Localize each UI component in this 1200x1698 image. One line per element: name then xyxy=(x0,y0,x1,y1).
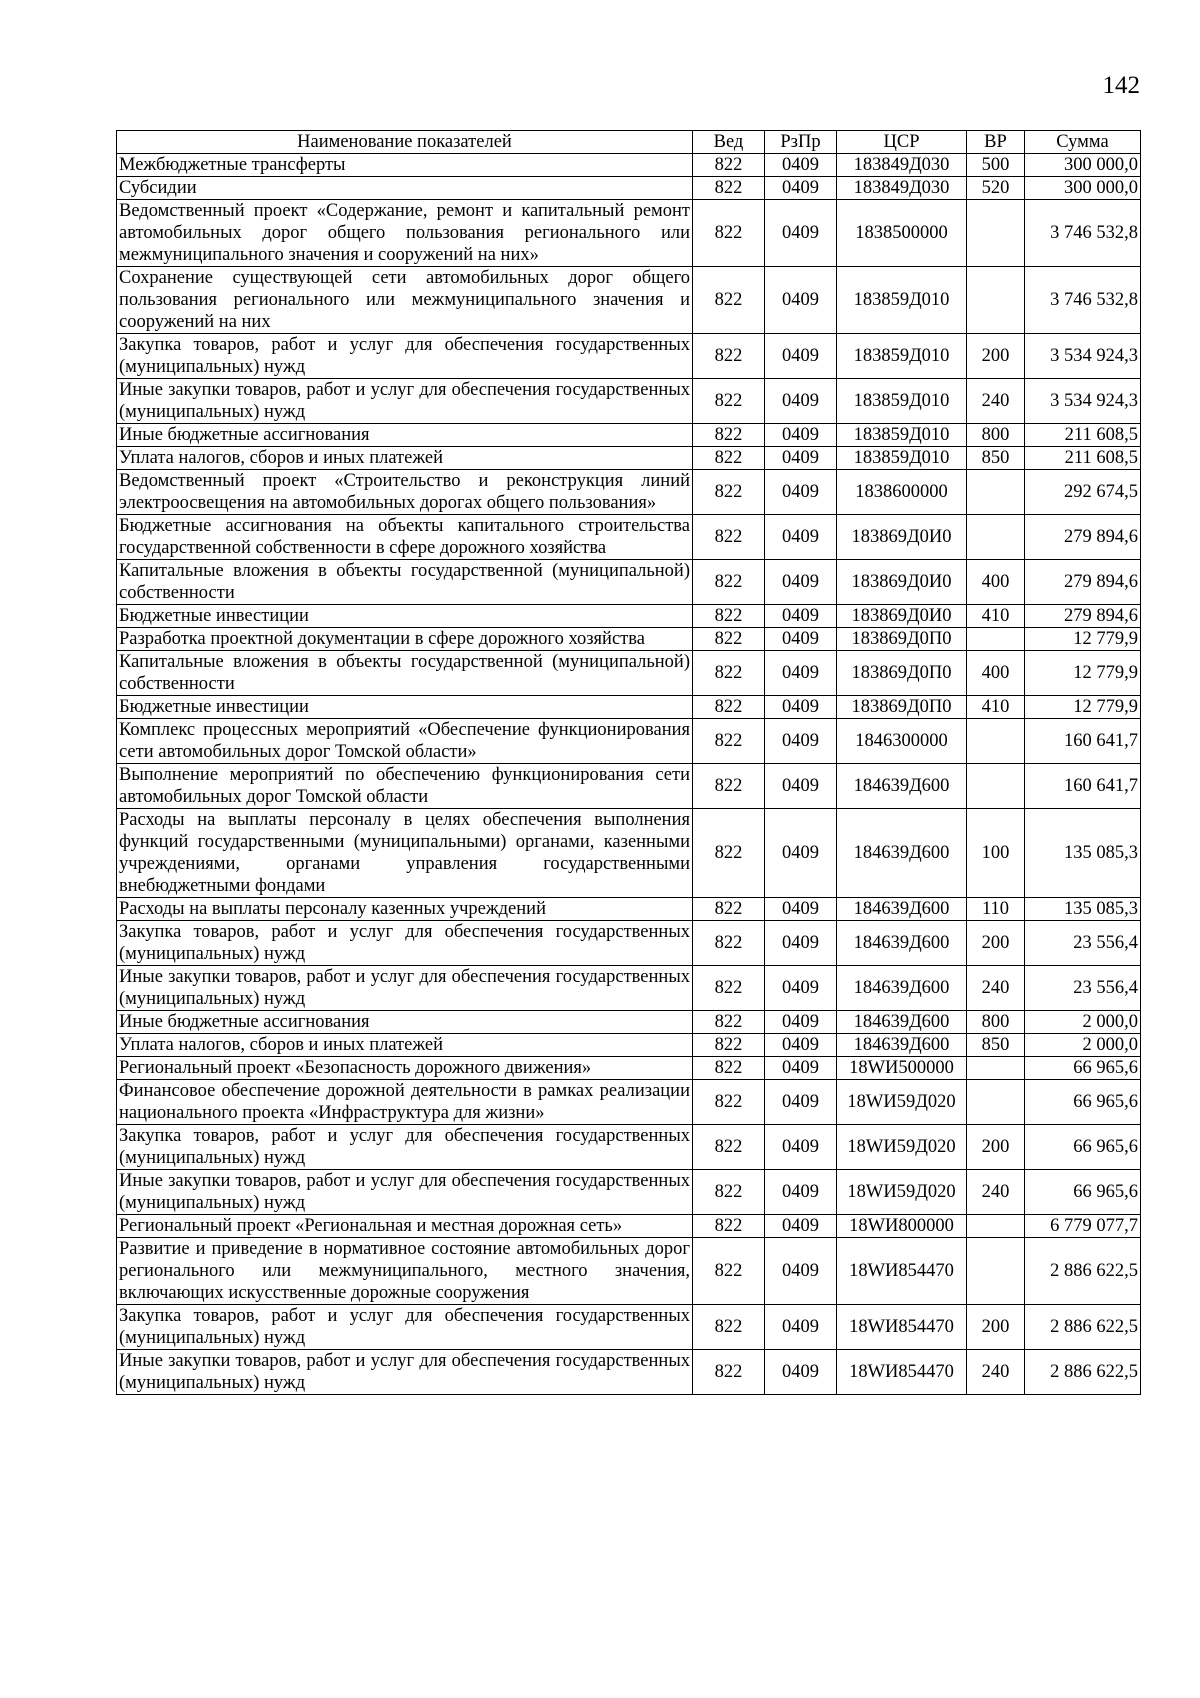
row-vr xyxy=(967,764,1025,809)
row-csr: 183869Д0П0 xyxy=(837,696,967,719)
row-rzpr: 0409 xyxy=(765,334,837,379)
row-csr: 1846300000 xyxy=(837,719,967,764)
row-rzpr: 0409 xyxy=(765,966,837,1011)
row-vr xyxy=(967,470,1025,515)
row-csr: 184639Д600 xyxy=(837,764,967,809)
row-vr xyxy=(967,515,1025,560)
header-rzpr: РзПр xyxy=(765,131,837,154)
row-vr xyxy=(967,267,1025,334)
row-vr: 240 xyxy=(967,1350,1025,1395)
row-vr: 240 xyxy=(967,379,1025,424)
row-sum: 160 641,7 xyxy=(1025,764,1141,809)
row-rzpr: 0409 xyxy=(765,898,837,921)
row-vr: 240 xyxy=(967,966,1025,1011)
row-name: Межбюджетные трансферты xyxy=(117,154,693,177)
row-name: Закупка товаров, работ и услуг для обеспечения государственных (муниципальных) нужд xyxy=(117,334,693,379)
table-row xyxy=(117,1238,1141,1305)
row-rzpr: 0409 xyxy=(765,628,837,651)
row-sum: 23 556,4 xyxy=(1025,966,1141,1011)
row-ved: 822 xyxy=(693,764,765,809)
row-name: Расходы на выплаты персоналу казенных учреждений xyxy=(117,898,693,921)
row-name: Закупка товаров, работ и услуг для обеспечения государственных (муниципальных) нужд xyxy=(117,1125,693,1170)
row-rzpr: 0409 xyxy=(765,1350,837,1395)
row-name: Бюджетные инвестиции xyxy=(117,605,693,628)
row-ved: 822 xyxy=(693,177,765,200)
row-sum: 12 779,9 xyxy=(1025,651,1141,696)
row-name: Закупка товаров, работ и услуг для обеспечения государственных (муниципальных) нужд xyxy=(117,1305,693,1350)
row-ved: 822 xyxy=(693,921,765,966)
row-vr: 200 xyxy=(967,1125,1025,1170)
table-row xyxy=(117,1305,1141,1350)
row-name: Региональный проект «Безопасность дорожного движения» xyxy=(117,1057,693,1080)
row-csr: 183869Д0И0 xyxy=(837,560,967,605)
row-vr xyxy=(967,1080,1025,1125)
row-vr: 410 xyxy=(967,605,1025,628)
header-name: Наименование показателей xyxy=(117,131,693,154)
table-row xyxy=(117,560,1141,605)
row-rzpr: 0409 xyxy=(765,379,837,424)
row-sum: 3 534 924,3 xyxy=(1025,334,1141,379)
table-row xyxy=(117,424,1141,447)
row-name: Субсидии xyxy=(117,177,693,200)
row-name: Иные бюджетные ассигнования xyxy=(117,1011,693,1034)
row-sum: 3 746 532,8 xyxy=(1025,200,1141,267)
row-csr: 184639Д600 xyxy=(837,966,967,1011)
row-vr: 520 xyxy=(967,177,1025,200)
table-row xyxy=(117,764,1141,809)
row-sum: 211 608,5 xyxy=(1025,447,1141,470)
row-ved: 822 xyxy=(693,1215,765,1238)
row-ved: 822 xyxy=(693,1170,765,1215)
row-csr: 183849Д030 xyxy=(837,177,967,200)
row-name: Капитальные вложения в объекты государственной (муниципальной) собственности xyxy=(117,651,693,696)
row-rzpr: 0409 xyxy=(765,605,837,628)
row-vr xyxy=(967,200,1025,267)
row-rzpr: 0409 xyxy=(765,1170,837,1215)
row-sum: 12 779,9 xyxy=(1025,696,1141,719)
row-rzpr: 0409 xyxy=(765,154,837,177)
row-csr: 184639Д600 xyxy=(837,921,967,966)
row-sum: 292 674,5 xyxy=(1025,470,1141,515)
row-rzpr: 0409 xyxy=(765,177,837,200)
row-csr: 183859Д010 xyxy=(837,447,967,470)
row-csr: 1838500000 xyxy=(837,200,967,267)
table-row xyxy=(117,379,1141,424)
table-row xyxy=(117,1034,1141,1057)
table-row xyxy=(117,651,1141,696)
row-rzpr: 0409 xyxy=(765,1034,837,1057)
row-sum: 2 886 622,5 xyxy=(1025,1350,1141,1395)
row-name: Иные закупки товаров, работ и услуг для обеспечения государственных (муниципальных) нужд xyxy=(117,1170,693,1215)
row-ved: 822 xyxy=(693,1350,765,1395)
row-vr: 400 xyxy=(967,651,1025,696)
row-name: Комплекс процессных мероприятий «Обеспечение функционирования сети автомобильных дорог Томской области» xyxy=(117,719,693,764)
row-ved: 822 xyxy=(693,651,765,696)
row-sum: 300 000,0 xyxy=(1025,177,1141,200)
row-sum: 2 886 622,5 xyxy=(1025,1305,1141,1350)
row-sum: 23 556,4 xyxy=(1025,921,1141,966)
row-rzpr: 0409 xyxy=(765,560,837,605)
table-row xyxy=(117,200,1141,267)
row-ved: 822 xyxy=(693,898,765,921)
row-name: Уплата налогов, сборов и иных платежей xyxy=(117,447,693,470)
table-row xyxy=(117,605,1141,628)
row-rzpr: 0409 xyxy=(765,470,837,515)
row-vr: 800 xyxy=(967,424,1025,447)
row-ved: 822 xyxy=(693,628,765,651)
row-ved: 822 xyxy=(693,200,765,267)
row-rzpr: 0409 xyxy=(765,921,837,966)
row-name: Развитие и приведение в нормативное состояние автомобильных дорог регионального или межмуниципального, местного значения, включающих искусственные дорожные сооружения xyxy=(117,1238,693,1305)
row-rzpr: 0409 xyxy=(765,200,837,267)
table-row xyxy=(117,966,1141,1011)
table-header-row xyxy=(117,131,1141,154)
table-row xyxy=(117,1350,1141,1395)
budget-table xyxy=(116,130,1141,1395)
row-ved: 822 xyxy=(693,1034,765,1057)
table-row xyxy=(117,1057,1141,1080)
row-name: Иные закупки товаров, работ и услуг для обеспечения государственных (муниципальных) нужд xyxy=(117,966,693,1011)
row-csr: 183859Д010 xyxy=(837,424,967,447)
row-rzpr: 0409 xyxy=(765,515,837,560)
row-sum: 6 779 077,7 xyxy=(1025,1215,1141,1238)
table-row xyxy=(117,470,1141,515)
row-csr: 184639Д600 xyxy=(837,1034,967,1057)
row-rzpr: 0409 xyxy=(765,1238,837,1305)
row-ved: 822 xyxy=(693,605,765,628)
row-ved: 822 xyxy=(693,424,765,447)
row-vr: 200 xyxy=(967,921,1025,966)
row-name: Бюджетные инвестиции xyxy=(117,696,693,719)
row-vr: 500 xyxy=(967,154,1025,177)
row-ved: 822 xyxy=(693,1057,765,1080)
row-sum: 12 779,9 xyxy=(1025,628,1141,651)
row-vr: 100 xyxy=(967,809,1025,898)
row-sum: 135 085,3 xyxy=(1025,898,1141,921)
row-ved: 822 xyxy=(693,267,765,334)
row-vr xyxy=(967,1057,1025,1080)
table-row xyxy=(117,898,1141,921)
table-row xyxy=(117,177,1141,200)
page-number: 142 xyxy=(1102,72,1140,99)
table-row xyxy=(117,1170,1141,1215)
row-sum: 66 965,6 xyxy=(1025,1125,1141,1170)
row-rzpr: 0409 xyxy=(765,1011,837,1034)
row-rzpr: 0409 xyxy=(765,447,837,470)
row-vr: 850 xyxy=(967,1034,1025,1057)
row-ved: 822 xyxy=(693,1011,765,1034)
header-sum: Сумма xyxy=(1025,131,1141,154)
row-vr xyxy=(967,1238,1025,1305)
row-sum: 211 608,5 xyxy=(1025,424,1141,447)
row-name: Бюджетные ассигнования на объекты капитального строительства государственной собственности в сфере дорожного хозяйства xyxy=(117,515,693,560)
row-vr: 850 xyxy=(967,447,1025,470)
row-csr: 183859Д010 xyxy=(837,334,967,379)
row-vr xyxy=(967,719,1025,764)
row-sum: 279 894,6 xyxy=(1025,605,1141,628)
row-sum: 66 965,6 xyxy=(1025,1057,1141,1080)
table-row xyxy=(117,447,1141,470)
table-row xyxy=(117,334,1141,379)
table-row xyxy=(117,1215,1141,1238)
row-rzpr: 0409 xyxy=(765,651,837,696)
row-rzpr: 0409 xyxy=(765,1125,837,1170)
row-csr: 18WИ800000 xyxy=(837,1215,967,1238)
table-row xyxy=(117,921,1141,966)
row-name: Региональный проект «Региональная и местная дорожная сеть» xyxy=(117,1215,693,1238)
table-row xyxy=(117,515,1141,560)
row-csr: 184639Д600 xyxy=(837,809,967,898)
row-csr: 18WИ854470 xyxy=(837,1238,967,1305)
row-ved: 822 xyxy=(693,447,765,470)
row-vr: 200 xyxy=(967,334,1025,379)
table-row xyxy=(117,719,1141,764)
row-rzpr: 0409 xyxy=(765,719,837,764)
row-rzpr: 0409 xyxy=(765,1080,837,1125)
row-vr: 410 xyxy=(967,696,1025,719)
row-ved: 822 xyxy=(693,1125,765,1170)
row-name: Иные закупки товаров, работ и услуг для обеспечения государственных (муниципальных) нужд xyxy=(117,379,693,424)
row-sum: 279 894,6 xyxy=(1025,515,1141,560)
row-vr xyxy=(967,628,1025,651)
row-csr: 18WИ59Д020 xyxy=(837,1125,967,1170)
row-csr: 183859Д010 xyxy=(837,379,967,424)
row-ved: 822 xyxy=(693,719,765,764)
row-rzpr: 0409 xyxy=(765,267,837,334)
row-name: Иные закупки товаров, работ и услуг для обеспечения государственных (муниципальных) нужд xyxy=(117,1350,693,1395)
row-vr: 800 xyxy=(967,1011,1025,1034)
row-sum: 160 641,7 xyxy=(1025,719,1141,764)
row-rzpr: 0409 xyxy=(765,696,837,719)
table-row xyxy=(117,1011,1141,1034)
row-csr: 183869Д0И0 xyxy=(837,605,967,628)
header-vr: ВР xyxy=(967,131,1025,154)
row-ved: 822 xyxy=(693,515,765,560)
row-csr: 18WИ59Д020 xyxy=(837,1170,967,1215)
row-name: Разработка проектной документации в сфере дорожного хозяйства xyxy=(117,628,693,651)
row-ved: 822 xyxy=(693,1305,765,1350)
row-name: Ведомственный проект «Содержание, ремонт и капитальный ремонт автомобильных дорог общего пользования регионального или межмуниципального значения и сооружений на них» xyxy=(117,200,693,267)
row-sum: 2 000,0 xyxy=(1025,1034,1141,1057)
table-row xyxy=(117,696,1141,719)
row-sum: 279 894,6 xyxy=(1025,560,1141,605)
row-csr: 183869Д0И0 xyxy=(837,515,967,560)
row-sum: 66 965,6 xyxy=(1025,1170,1141,1215)
row-csr: 184639Д600 xyxy=(837,1011,967,1034)
row-rzpr: 0409 xyxy=(765,809,837,898)
table-row xyxy=(117,1125,1141,1170)
row-csr: 183849Д030 xyxy=(837,154,967,177)
row-ved: 822 xyxy=(693,379,765,424)
row-csr: 18WИ854470 xyxy=(837,1305,967,1350)
row-csr: 1838600000 xyxy=(837,470,967,515)
row-ved: 822 xyxy=(693,334,765,379)
row-rzpr: 0409 xyxy=(765,1057,837,1080)
table-row xyxy=(117,1080,1141,1125)
row-name: Закупка товаров, работ и услуг для обеспечения государственных (муниципальных) нужд xyxy=(117,921,693,966)
header-csr: ЦСР xyxy=(837,131,967,154)
row-vr xyxy=(967,1215,1025,1238)
row-vr: 240 xyxy=(967,1170,1025,1215)
header-ved: Вед xyxy=(693,131,765,154)
table-row xyxy=(117,154,1141,177)
row-rzpr: 0409 xyxy=(765,1305,837,1350)
row-vr: 200 xyxy=(967,1305,1025,1350)
table-row xyxy=(117,628,1141,651)
row-sum: 300 000,0 xyxy=(1025,154,1141,177)
row-ved: 822 xyxy=(693,470,765,515)
row-sum: 66 965,6 xyxy=(1025,1080,1141,1125)
row-csr: 184639Д600 xyxy=(837,898,967,921)
row-csr: 183869Д0П0 xyxy=(837,651,967,696)
row-name: Финансовое обеспечение дорожной деятельности в рамках реализации национального проекта «Инфраструктура для жизни» xyxy=(117,1080,693,1125)
row-csr: 183869Д0П0 xyxy=(837,628,967,651)
row-csr: 18WИ854470 xyxy=(837,1350,967,1395)
row-name: Капитальные вложения в объекты государственной (муниципальной) собственности xyxy=(117,560,693,605)
row-sum: 2 000,0 xyxy=(1025,1011,1141,1034)
table-row xyxy=(117,267,1141,334)
row-rzpr: 0409 xyxy=(765,764,837,809)
row-sum: 135 085,3 xyxy=(1025,809,1141,898)
row-sum: 3 534 924,3 xyxy=(1025,379,1141,424)
row-ved: 822 xyxy=(693,560,765,605)
row-name: Уплата налогов, сборов и иных платежей xyxy=(117,1034,693,1057)
row-vr: 400 xyxy=(967,560,1025,605)
row-name: Иные бюджетные ассигнования xyxy=(117,424,693,447)
row-ved: 822 xyxy=(693,1080,765,1125)
row-ved: 822 xyxy=(693,809,765,898)
row-rzpr: 0409 xyxy=(765,424,837,447)
row-vr: 110 xyxy=(967,898,1025,921)
row-csr: 18WИ500000 xyxy=(837,1057,967,1080)
row-name: Выполнение мероприятий по обеспечению функционирования сети автомобильных дорог Томской области xyxy=(117,764,693,809)
row-csr: 18WИ59Д020 xyxy=(837,1080,967,1125)
row-ved: 822 xyxy=(693,154,765,177)
row-name: Сохранение существующей сети автомобильных дорог общего пользования регионального или межмуниципального значения и сооружений на них xyxy=(117,267,693,334)
row-ved: 822 xyxy=(693,1238,765,1305)
row-sum: 3 746 532,8 xyxy=(1025,267,1141,334)
row-rzpr: 0409 xyxy=(765,1215,837,1238)
table-row xyxy=(117,809,1141,898)
row-csr: 183859Д010 xyxy=(837,267,967,334)
row-sum: 2 886 622,5 xyxy=(1025,1238,1141,1305)
row-ved: 822 xyxy=(693,696,765,719)
row-ved: 822 xyxy=(693,966,765,1011)
row-name: Ведомственный проект «Строительство и реконструкция линий электроосвещения на автомобильных дорогах общего пользования» xyxy=(117,470,693,515)
row-name: Расходы на выплаты персоналу в целях обеспечения выполнения функций государственными (муниципальными) органами, казенными учреждениями, органами управления государственными внебюджетными фондами xyxy=(117,809,693,898)
